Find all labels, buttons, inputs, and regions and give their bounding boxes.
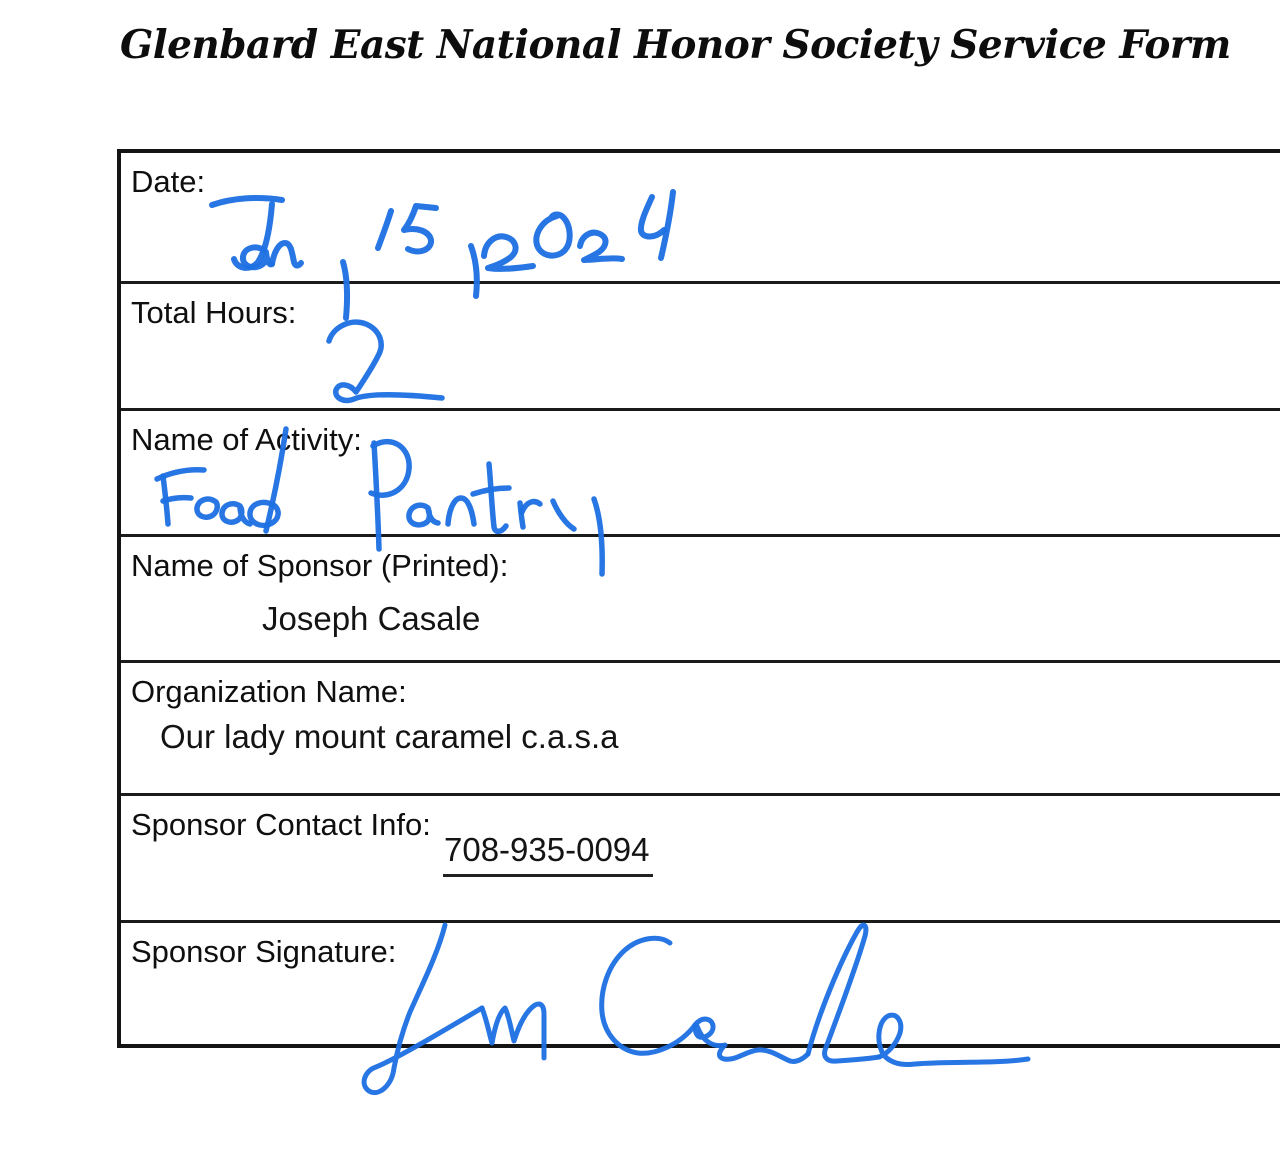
activity-label: Name of Activity: [131,422,362,457]
form-table [117,149,1280,1048]
sponsor-name-value: Joseph Casale [262,600,481,637]
page-title: Glenbard East National Honor Society Service Form [120,22,1231,68]
total-hours-label: Total Hours: [131,295,297,330]
form-row-organization [121,660,1280,793]
contact-info-label: Sponsor Contact Info: [131,807,431,842]
signature-label: Sponsor Signature: [131,934,397,969]
organization-value: Our lady mount caramel c.a.s.a [160,718,619,755]
form-row-sponsor-name [121,534,1280,660]
date-label: Date: [131,164,206,199]
form-row-activity [121,408,1280,534]
sponsor-name-label: Name of Sponsor (Printed): [131,548,509,583]
form-row-total-hours [121,281,1280,408]
form-row-date [121,153,1280,281]
form-row-signature [121,920,1280,1044]
contact-info-value: 708-935-0094 [443,830,653,877]
form-row-contact-info [121,793,1280,920]
organization-label: Organization Name: [131,674,407,709]
